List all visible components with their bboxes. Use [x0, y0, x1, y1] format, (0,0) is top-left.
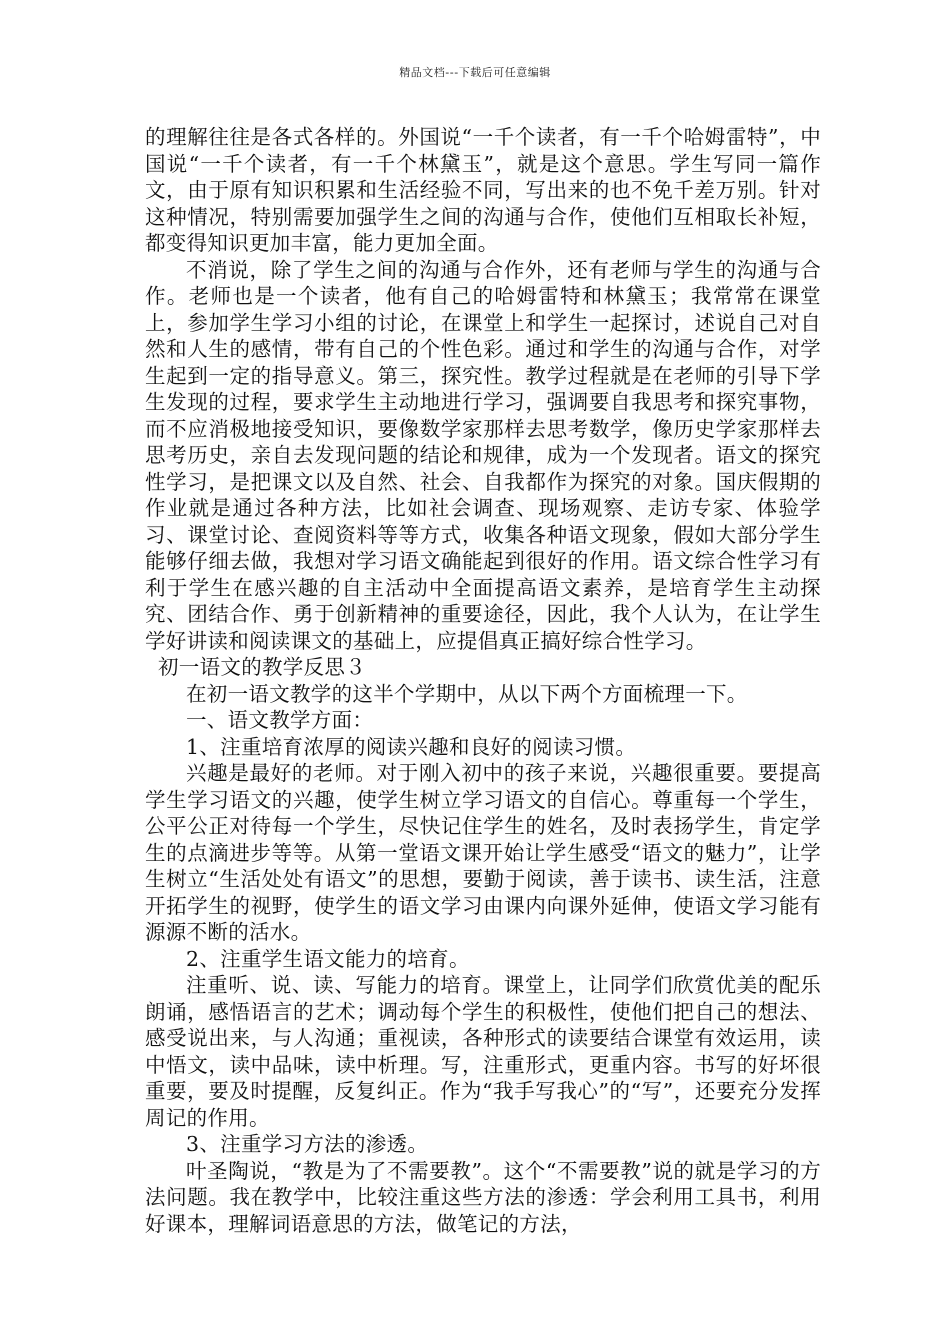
- section-heading: 初一语文的教学反思３: [158, 655, 366, 679]
- subheading: 一、语文教学方面：: [186, 708, 374, 732]
- paragraph: 不消说，除了学生之间的沟通与合作外，还有老师与学生的沟通与合作。老师也是一个读者，他有自己的哈姆雷特和林黛玉；我常常在课堂上，参加学生学习小组的讨论，在课堂上和学生一起探讨，述说自己对自然和人生的感情，带有自己的个性色彩。通过和学生的沟通与合作，对学生起到一定的指导意义。第三，探究性。教学过程就是在老师的引导下学生发现的过程，要求学生主动地进行学习，强调要自我思考和探究事物，而不应消极地接受知识，要像数学家那样去思考数学，像历史学家那样去思考历史，亲自去发现问题的结论和规律，成为一个发现者。语文的探究性学习，是把课文以及自然、社会、自我都作为探究的对象。国庆假期的作业就是通过各种方法，比如社会调查、现场观察、走访专家、体验学习、课堂讨论、查阅资料等等方式，收集各种语文现象，假如大部分学生能够仔细去做，我想对学习语文确能起到很好的作用。语文综合性学习有利于学生在感兴趣的自主活动中全面提高语文素养，是培育学生主动探究、团结合作、勇于创新精神的重要途径，因此，我个人认为，在让学生学好讲读和阅读课文的基础上，应提倡真正搞好综合性学习。: [145, 257, 821, 653]
- paragraph: 注重听、说、读、写能力的培育。课堂上，让同学们欣赏优美的配乐朗诵，感悟语言的艺术；调动每个学生的积极性，使他们把自己的想法、感受说出来，与人沟通；重视读，各种形式的读要结合课堂有效运用，读中悟文，读中品味，读中析理。写，注重形式，更重内容。书写的好坏很重要，要及时提醒，反复纠正。作为“我手写我心”的“写”，还要充分发挥周记的作用。: [145, 973, 821, 1130]
- page-header: 精品文档---下载后可任意编辑: [399, 66, 551, 79]
- subheading: 1、注重培育浓厚的阅读兴趣和良好的阅读习惯。: [186, 734, 637, 759]
- subheading: 2、注重学生语文能力的培育。: [186, 946, 470, 971]
- paragraph: 兴趣是最好的老师。对于刚入初中的孩子来说，兴趣很重要。要提高学生学习语文的兴趣，使学生树立学习语文的自信心。尊重每一个学生，公平公正对待每一个学生，尽快记住学生的姓名，及时表扬学生，肯定学生的点滴进步等等。从第一堂语文课开始让学生感受“语文的魅力”，让学生树立“生活处处有语文”的思想，要勤于阅读，善于读书、读生活，注意开拓学生的视野，使学生的语文学习由课内向课外延伸，使语文学习能有源源不断的活水。: [145, 761, 821, 944]
- paragraph: 在初一语文教学的这半个学期中，从以下两个方面梳理一下。: [186, 681, 748, 706]
- paragraph: 的理解往往是各式各样的。外国说“一千个读者，有一千个哈姆雷特”，中国说“一千个读者，有一千个林黛玉”，就是这个意思。学生写同一篇作文，由于原有知识积累和生活经验不同，写出来的也不免千差万别。针对这种情况，特别需要加强学生之间的沟通与合作，使他们互相取长补短，都变得知识更加丰富，能力更加全面。: [145, 125, 821, 255]
- paragraph: 叶圣陶说，“教是为了不需要教”。这个“不需要教”说的就是学习的方法问题。我在教学中，比较注重这些方法的渗透：学会利用工具书，利用好课本，理解词语意思的方法，做笔记的方法，: [145, 1158, 821, 1236]
- subheading: 3、注重学习方法的渗透。: [186, 1132, 429, 1156]
- document-body: [145, 124, 821, 1237]
